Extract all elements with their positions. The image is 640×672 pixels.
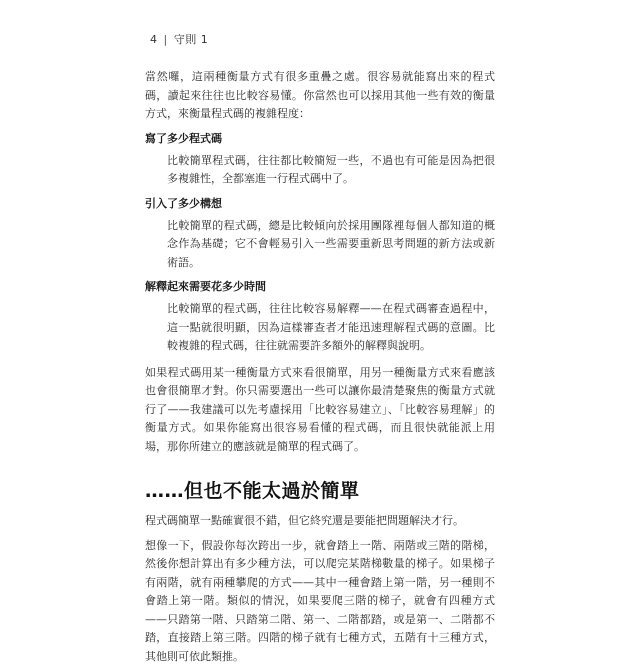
term-item [145,130,495,189]
term-title: 引入了多少構想 [145,196,222,210]
intro-paragraph: 當然囉，這兩種衡量方式有很多重疊之處。很容易就能寫出來的程式碼，讀起來往往也比較容易懂。你當然也可以採用其他一些有效的衡量方式，來衡量程式碼的複雜程度： [145,70,495,120]
page-number: 4 [150,33,158,46]
term-definition: 比較簡單程式碼，往往都比較簡短一些，不過也有可能是因為把很多複雜性，全都塞進一行程式碼中了。 [167,153,495,185]
term-title: 寫了多少程式碼 [145,131,222,145]
section-paragraph-2: 想像一下，假設你每次跨出一步，就會踏上一階、兩階或三階的階梯，然後你想計算出有多少種方法，可以爬完某階梯數量的梯子。如果梯子有兩階，就有兩種攀爬的方式——其中一種會踏上第一階，另一種則不會踏上第一階。類似的情況，如果要爬三階的梯子，就會有四種方式——只踏第一階、只踏第二階、第一、二階都踏，或是第一、二階都不踏，直接踏上第三階。四階的梯子就有七種方式，五階有十三種方式，其他則可依此類推。 [145,538,495,663]
page-content [145,68,495,672]
term-item [145,195,495,273]
header-separator: | [163,33,168,46]
term-list [145,130,495,356]
closing-paragraph: 如果程式碼用某一種衡量方式來看很簡單，用另一種衡量方式來看應該也會很簡單才對。你只需要選出一些可以讓你最清楚聚焦的衡量方式就行了——我建議可以先考慮採用「比較容易建立」、「比較容易理解」的衡量方式。如果你能寫出很容易看懂的程式碼，而且很快就能派上用場，那你所建立的應該就是簡單的程式碼了。 [145,365,495,453]
chapter-title: 守則 1 [173,33,209,46]
running-header [150,31,208,47]
section-paragraph-1: 程式碼簡單一點確實很不錯，但它終究還是要能把問題解決才行。 [145,514,464,527]
term-title: 解釋起來需要花多少時間 [145,280,266,293]
term-item [145,278,495,356]
term-definition: 比較簡單的程式碼，總是比較傾向於採用團隊裡每個人都知道的概念作為基礎；它不會輕易引入一些需要重新思考問題的新方法或新術語。 [167,218,495,269]
term-definition: 比較簡單的程式碼，往往比較容易解釋——在程式碼審查過程中，這一點就很明顯，因為這樣審查者才能迅速理解程式碼的意圖。比較複雜的程式碼，往往就需要許多額外的解釋與說明。 [167,302,495,352]
section-heading: ……但也不能太過於簡單 [145,480,360,502]
